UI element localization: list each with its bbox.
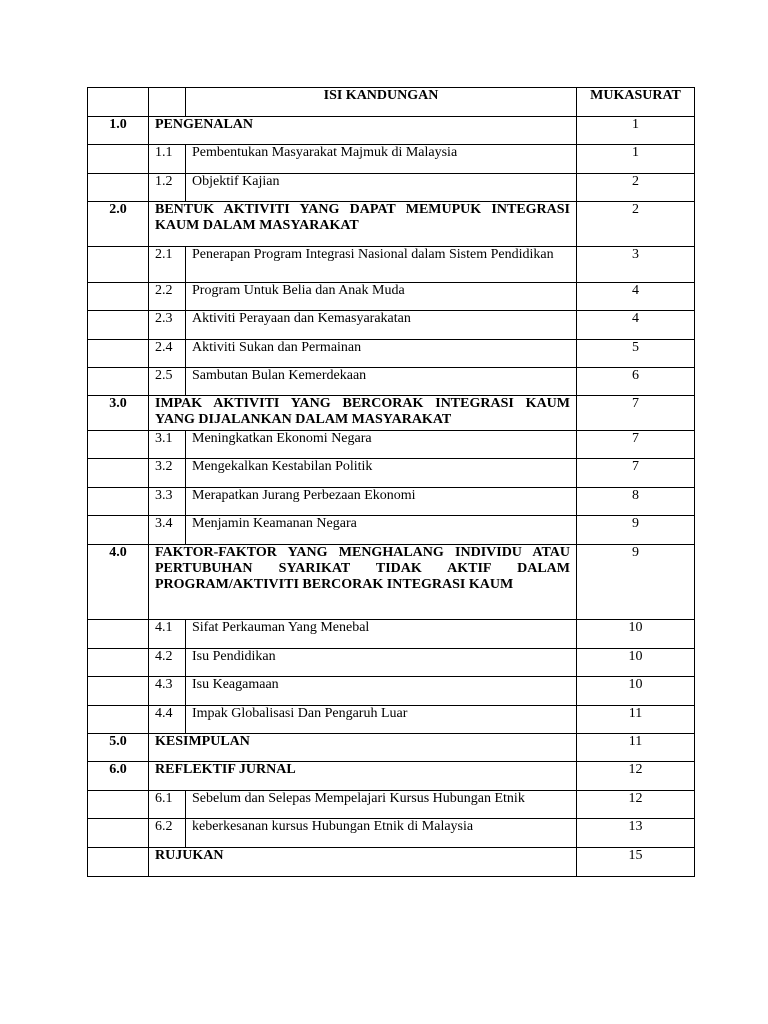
section-number: 1.0 xyxy=(88,117,149,145)
page-number: 6 xyxy=(577,368,695,396)
empty-cell xyxy=(88,283,149,311)
subsection-number: 4.4 xyxy=(149,706,186,734)
table-row xyxy=(88,734,695,762)
header-title: ISI KANDUNGAN xyxy=(186,88,577,117)
subsection-title: Isu Pendidikan xyxy=(186,649,577,677)
page-number: 1 xyxy=(577,145,695,174)
subsection-title: Program Untuk Belia dan Anak Muda xyxy=(186,283,577,311)
table-row xyxy=(88,431,695,459)
subsection-number: 1.2 xyxy=(149,174,186,202)
subsection-number: 6.2 xyxy=(149,819,186,848)
subsection-title: Sambutan Bulan Kemerdekaan xyxy=(186,368,577,396)
subsection-title: Aktiviti Sukan dan Permainan xyxy=(186,340,577,368)
page-number: 8 xyxy=(577,488,695,516)
empty-cell xyxy=(88,516,149,545)
page-number: 10 xyxy=(577,677,695,706)
table-row xyxy=(88,311,695,340)
page-number: 3 xyxy=(577,247,695,283)
section-title: KESIMPULAN xyxy=(149,734,577,762)
page-number: 9 xyxy=(577,545,695,620)
page-number: 2 xyxy=(577,174,695,202)
subsection-number: 4.3 xyxy=(149,677,186,706)
table-row xyxy=(88,340,695,368)
table-row xyxy=(88,145,695,174)
table-row xyxy=(88,545,695,620)
toc-header-row xyxy=(88,88,695,117)
subsection-number: 2.2 xyxy=(149,283,186,311)
page-number: 9 xyxy=(577,516,695,545)
page-number: 15 xyxy=(577,848,695,877)
page-number: 7 xyxy=(577,396,695,431)
page-number: 10 xyxy=(577,649,695,677)
table-row xyxy=(88,368,695,396)
header-page: MUKASURAT xyxy=(577,88,695,117)
page-number: 7 xyxy=(577,459,695,488)
subsection-title: Pembentukan Masyarakat Majmuk di Malaysia xyxy=(186,145,577,174)
empty-cell xyxy=(88,620,149,649)
subsection-title: Menjamin Keamanan Negara xyxy=(186,516,577,545)
section-number: 4.0 xyxy=(88,545,149,620)
subsection-number: 2.1 xyxy=(149,247,186,283)
section-title: REFLEKTIF JURNAL xyxy=(149,762,577,791)
section-number: 6.0 xyxy=(88,762,149,791)
subsection-number: 4.1 xyxy=(149,620,186,649)
section-number: 5.0 xyxy=(88,734,149,762)
page-number: 5 xyxy=(577,340,695,368)
table-row xyxy=(88,174,695,202)
subsection-title: Objektif Kajian xyxy=(186,174,577,202)
subsection-title: Aktiviti Perayaan dan Kemasyarakatan xyxy=(186,311,577,340)
subsection-number: 6.1 xyxy=(149,791,186,819)
subsection-number: 1.1 xyxy=(149,145,186,174)
page-number: 1 xyxy=(577,117,695,145)
section-number: 2.0 xyxy=(88,202,149,247)
table-row xyxy=(88,762,695,791)
subsection-title: Sifat Perkauman Yang Menebal xyxy=(186,620,577,649)
subsection-number: 3.4 xyxy=(149,516,186,545)
subsection-title: Penerapan Program Integrasi Nasional dalam Sistem Pendidikan xyxy=(186,247,577,283)
empty-cell xyxy=(88,311,149,340)
table-row xyxy=(88,516,695,545)
section-number xyxy=(88,848,149,877)
empty-cell xyxy=(88,649,149,677)
empty-cell xyxy=(88,706,149,734)
empty-cell xyxy=(88,174,149,202)
subsection-title: Isu Keagamaan xyxy=(186,677,577,706)
empty-cell xyxy=(88,488,149,516)
table-row xyxy=(88,283,695,311)
subsection-number: 3.2 xyxy=(149,459,186,488)
subsection-number: 2.5 xyxy=(149,368,186,396)
section-number: 3.0 xyxy=(88,396,149,431)
page-number: 2 xyxy=(577,202,695,247)
subsection-number: 2.4 xyxy=(149,340,186,368)
header-sub-cell xyxy=(149,88,186,117)
empty-cell xyxy=(88,247,149,283)
section-title: FAKTOR-FAKTOR YANG MENGHALANG INDIVIDU ATAU PERTUBUHAN SYARIKAT TIDAK AKTIF DALAM PROGRAM/AKTIVITI BERCORAK INTEGRASI KAUM xyxy=(149,545,577,620)
table-row xyxy=(88,396,695,431)
page-number: 11 xyxy=(577,706,695,734)
section-title: PENGENALAN xyxy=(149,117,577,145)
table-row xyxy=(88,649,695,677)
page-number: 10 xyxy=(577,620,695,649)
empty-cell xyxy=(88,145,149,174)
section-title: BENTUK AKTIVITI YANG DAPAT MEMUPUK INTEGRASI KAUM DALAM MASYARAKAT xyxy=(149,202,577,247)
page-number: 7 xyxy=(577,431,695,459)
section-title: RUJUKAN xyxy=(149,848,577,877)
subsection-number: 3.1 xyxy=(149,431,186,459)
table-row xyxy=(88,247,695,283)
subsection-title: keberkesanan kursus Hubungan Etnik di Malaysia xyxy=(186,819,577,848)
table-row xyxy=(88,202,695,247)
section-title: IMPAK AKTIVITI YANG BERCORAK INTEGRASI KAUM YANG DIJALANKAN DALAM MASYARAKAT xyxy=(149,396,577,431)
empty-cell xyxy=(88,791,149,819)
table-row xyxy=(88,459,695,488)
empty-cell xyxy=(88,459,149,488)
subsection-title: Merapatkan Jurang Perbezaan Ekonomi xyxy=(186,488,577,516)
page-number: 12 xyxy=(577,791,695,819)
subsection-number: 2.3 xyxy=(149,311,186,340)
table-row xyxy=(88,819,695,848)
empty-cell xyxy=(88,431,149,459)
empty-cell xyxy=(88,340,149,368)
table-row xyxy=(88,117,695,145)
subsection-title: Sebelum dan Selepas Mempelajari Kursus Hubungan Etnik xyxy=(186,791,577,819)
page-number: 11 xyxy=(577,734,695,762)
page-number: 4 xyxy=(577,283,695,311)
table-row xyxy=(88,677,695,706)
page-number: 13 xyxy=(577,819,695,848)
empty-cell xyxy=(88,677,149,706)
page-number: 12 xyxy=(577,762,695,791)
table-row xyxy=(88,848,695,877)
header-num-cell xyxy=(88,88,149,117)
empty-cell xyxy=(88,819,149,848)
subsection-title: Mengekalkan Kestabilan Politik xyxy=(186,459,577,488)
empty-cell xyxy=(88,368,149,396)
table-row xyxy=(88,791,695,819)
table-row xyxy=(88,706,695,734)
subsection-title: Meningkatkan Ekonomi Negara xyxy=(186,431,577,459)
table-row xyxy=(88,620,695,649)
subsection-number: 3.3 xyxy=(149,488,186,516)
page-number: 4 xyxy=(577,311,695,340)
table-of-contents xyxy=(87,87,695,877)
subsection-title: Impak Globalisasi Dan Pengaruh Luar xyxy=(186,706,577,734)
subsection-number: 4.2 xyxy=(149,649,186,677)
table-row xyxy=(88,488,695,516)
